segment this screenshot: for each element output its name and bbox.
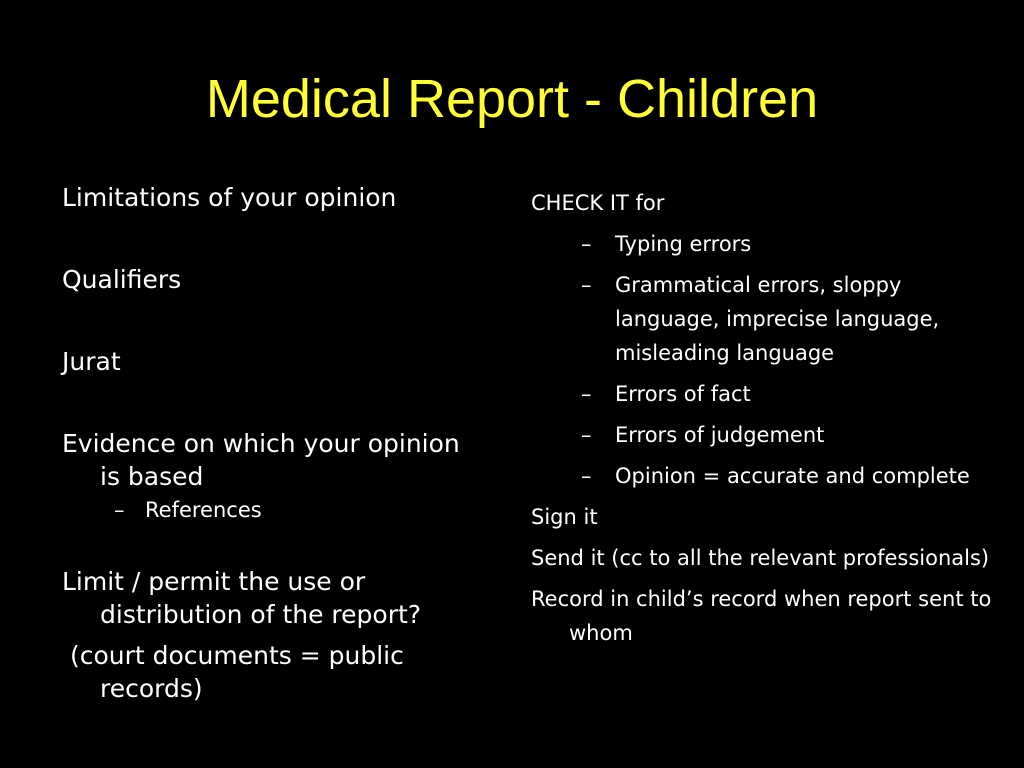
bullet-court-documents: (court documents = public records): [62, 641, 412, 703]
sub-bullet-grammatical-label: Grammatical errors, sloppy language, imprecise language, misleading language: [615, 273, 940, 365]
dash-icon: –: [581, 273, 592, 297]
left-column: [62, 181, 482, 705]
bullet-limit-permit: Limit / permit the use or distribution of the report?: [62, 567, 422, 629]
sub-bullet-judgement-label: Errors of judgement: [615, 423, 825, 447]
dash-icon: –: [581, 232, 592, 256]
dash-icon: –: [581, 423, 592, 447]
sub-bullet-opinion-label: Opinion = accurate and complete: [615, 464, 970, 488]
sub-bullet-judgement: [531, 418, 1001, 452]
sub-bullet-fact: [531, 377, 1001, 411]
sub-bullet-grammatical: [531, 268, 1001, 370]
bullet-jurat: Jurat: [62, 347, 121, 376]
bullet-qualifiers: Qualifiers: [62, 265, 182, 294]
sub-bullet-references-label: References: [145, 498, 262, 522]
bullet-sign-it: Sign it: [531, 505, 598, 529]
bullet-evidence: Evidence on which your opinion is based: [62, 429, 460, 491]
sub-bullet-typing-label: Typing errors: [615, 232, 752, 256]
dash-icon: –: [114, 498, 125, 522]
right-column: [531, 186, 1001, 657]
sub-bullet-references: [62, 493, 482, 527]
slide-title: Medical Report - Children: [205, 69, 819, 129]
sub-bullet-fact-label: Errors of fact: [615, 382, 751, 406]
sub-bullet-opinion: [531, 459, 1001, 493]
bullet-send-it: Send it (cc to all the relevant professionals): [531, 546, 990, 570]
dash-icon: –: [581, 464, 592, 488]
bullet-check-it: CHECK IT for: [531, 191, 665, 215]
bullet-limitations: Limitations of your opinion: [62, 183, 397, 212]
sub-bullet-typing: [531, 227, 1001, 261]
dash-icon: –: [581, 382, 592, 406]
bullet-record: Record in child’s record when report sent to whom: [531, 587, 992, 645]
